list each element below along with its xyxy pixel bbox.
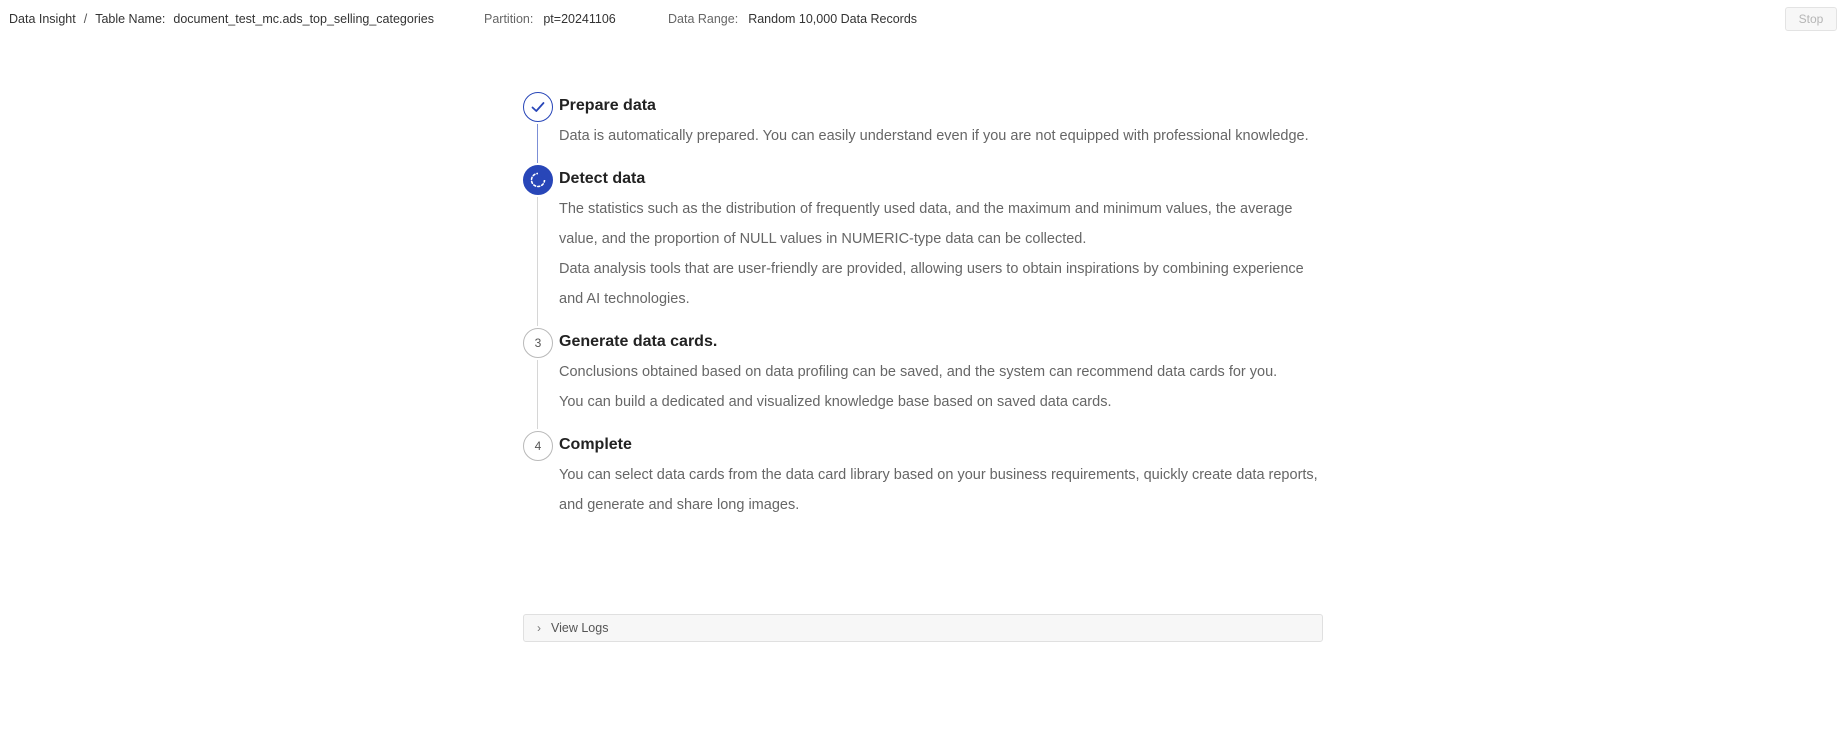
breadcrumb-separator: / — [83, 12, 88, 26]
step-description-line: You can build a dedicated and visualized knowledge base based on saved data cards. — [559, 394, 1112, 410]
step-description — [559, 460, 1323, 532]
step-description — [559, 357, 1323, 429]
partition-label: Partition: — [484, 12, 534, 26]
loading-spinner-icon — [523, 165, 553, 195]
partition-value: pt=20241106 — [543, 12, 616, 26]
step-description-line: Conclusions obtained based on data profiling can be saved, and the system can recommend data cards for you. — [559, 364, 1278, 380]
step-generate-data-cards — [523, 326, 1323, 429]
step-description-line: You can select data cards from the data card library based on your business requirements, quickly create data reports, and generate and share long images. — [559, 467, 1318, 513]
check-icon — [523, 92, 553, 122]
data-range-info — [668, 12, 917, 26]
step-title: Prepare data — [559, 97, 656, 114]
top-bar — [0, 0, 1846, 38]
step-prepare-data — [523, 90, 1323, 163]
partition-info — [484, 12, 616, 26]
chevron-right-icon: › — [537, 621, 541, 635]
step-description — [559, 194, 1323, 326]
data-range-value: Random 10,000 Data Records — [748, 12, 918, 26]
step-connector — [537, 124, 538, 163]
view-logs-toggle[interactable] — [523, 614, 1323, 642]
step-title: Generate data cards. — [559, 333, 718, 350]
step-description — [559, 121, 1323, 163]
step-connector — [537, 197, 538, 326]
step-number-badge: 3 — [523, 328, 553, 358]
breadcrumb-root[interactable]: Data Insight — [9, 12, 76, 26]
stop-button[interactable]: Stop — [1785, 7, 1837, 31]
step-description-line: Data is automatically prepared. You can easily understand even if you are not equipped with professional knowledge. — [559, 128, 1309, 144]
breadcrumb — [9, 12, 434, 26]
table-name-label: Table Name: — [95, 12, 166, 26]
progress-steps — [523, 90, 1323, 532]
step-title: Complete — [559, 436, 632, 453]
step-detect-data — [523, 163, 1323, 326]
step-description-line: Data analysis tools that are user-friendly are provided, allowing users to obtain inspirations by combining experience and AI technologies. — [559, 261, 1304, 307]
step-complete — [523, 429, 1323, 532]
table-name-value: document_test_mc.ads_top_selling_categories — [173, 12, 434, 26]
data-range-label: Data Range: — [668, 12, 739, 26]
step-description-line: The statistics such as the distribution of frequently used data, and the maximum and minimum values, the average value, and the proportion of NULL values in NUMERIC-type data can be collected. — [559, 201, 1293, 247]
step-connector — [537, 360, 538, 429]
view-logs-label: View Logs — [551, 621, 609, 635]
step-number-badge: 4 — [523, 431, 553, 461]
step-title: Detect data — [559, 170, 646, 187]
